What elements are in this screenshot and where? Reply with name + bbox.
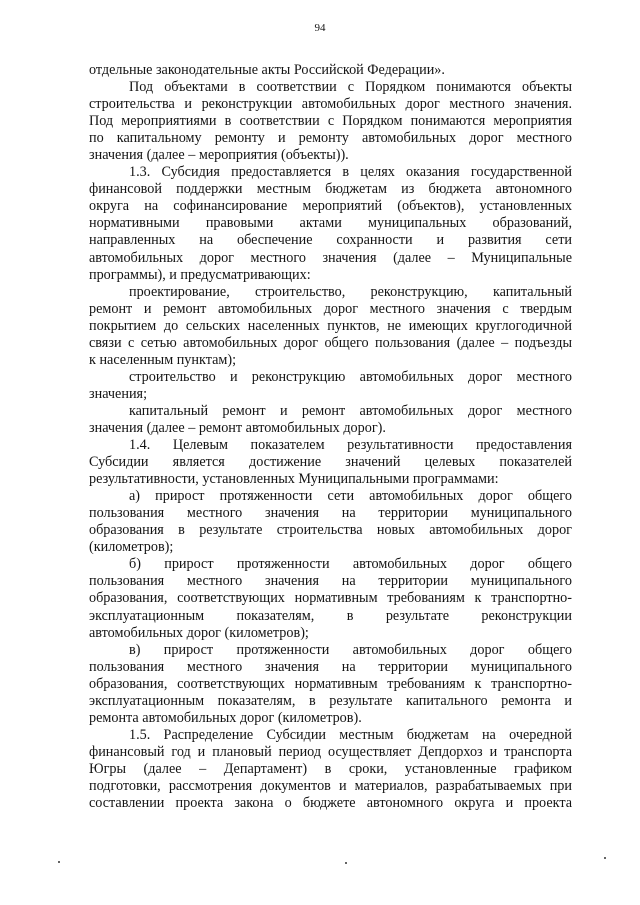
text-line: 1.5. Распределение Субсидии местным бюджетам на очередной [129,726,572,743]
text-line: связи с сетью автомобильных дорог общего пользования (далее – подъезды [89,334,572,351]
text-line: программы), и предусматривающих: [89,266,311,283]
text-line: Под мероприятиями в соответствии с Порядком понимаются мероприятия [89,113,572,130]
text-line: составлении проекта закона о бюджете автономного округа и проекта [89,795,572,812]
text-line: округа на софинансирование мероприятий (объектов), установленных [89,198,572,215]
text-line: отдельные законодательные акты Российской Федерации». [89,62,445,78]
text-line: Субсидии является достижение значений целевых показателей [89,454,572,471]
scan-speck [345,862,347,864]
text-line: значения (далее – ремонт автомобильных дорог). [89,419,386,436]
text-line: значения; [89,385,148,402]
scan-speck [604,857,606,859]
text-line: финансовый год и плановый период осуществляет Депдорхоз и транспорта [89,743,572,760]
text-line: пользования местного значения на территории муниципального [89,573,572,590]
text-line: к населенным пунктам); [89,351,237,368]
text-line: образования, соответствующих нормативным требованиям к транспортно- [89,590,572,607]
page-number: 94 [314,22,326,34]
text-line: результативности, установленных Муниципальными программами: [89,471,499,488]
text-line: финансовой поддержки местным бюджетам из бюджета автономного [89,181,572,198]
text-line: пользования местного значения на территории муниципального [89,658,572,675]
text-line: автомобильных дорог местного значения (далее – Муниципальные [89,249,572,266]
text-line: ремонт и ремонт автомобильных дорог местного значения с твердым [89,300,572,317]
text-line: пользования местного значения на территории муниципального [89,505,572,522]
text-line: Югры (далее – Департамент) в сроки, установленные графиком [89,760,572,777]
text-line: автомобильных дорог (километров); [89,624,309,641]
text-line: 1.3. Субсидия предоставляется в целях оказания государственной [129,164,572,181]
text-line: строительство и реконструкцию автомобильных дорог местного [129,368,572,385]
text-line: образования, соответствующих нормативным требованиям к транспортно- [89,675,572,692]
text-line: направленных на обеспечение сохранности и развития сети [89,232,572,249]
text-line: а) прирост протяженности сети автомобильных дорог общего [129,488,572,505]
text-line: в) прирост протяженности автомобильных дорог общего [129,641,572,658]
text-line: проектирование, строительство, реконструкцию, капитальный [129,283,572,300]
text-line: по капитальному ремонту и ремонту автомобильных дорог местного [89,130,572,147]
text-line: эксплуатационным показателям, в результате капитального ремонта и [89,692,572,709]
text-line: покрытием до сельских населенных пунктов, не имеющих круглогодичной [89,317,572,334]
document-body [89,62,572,812]
text-line: строительства и реконструкции автомобильных дорог местного значения. [89,96,572,113]
text-line: значения (далее – мероприятия (объекты)). [89,147,349,164]
text-line: Под объектами в соответствии с Порядком понимаются объекты [129,79,572,96]
text-line: б) прирост протяженности автомобильных дорог общего [129,556,572,573]
text-line: 1.4. Целевым показателем результативности предоставления [129,437,572,454]
scan-speck [58,861,60,863]
text-line: (километров); [89,539,174,556]
text-line: подготовки, рассмотрения документов и материалов, разрабатываемых при [89,777,572,794]
text-line: капитальный ремонт и ремонт автомобильных дорог местного [129,402,572,419]
text-line: эксплуатационным показателям, в результате реконструкции [89,607,572,624]
text-line: образования в результате строительства новых автомобильных дорог [89,522,572,539]
text-line: нормативными правовыми актами муниципальных образований, [89,215,572,232]
text-line: ремонта автомобильных дорог (километров). [89,709,362,726]
